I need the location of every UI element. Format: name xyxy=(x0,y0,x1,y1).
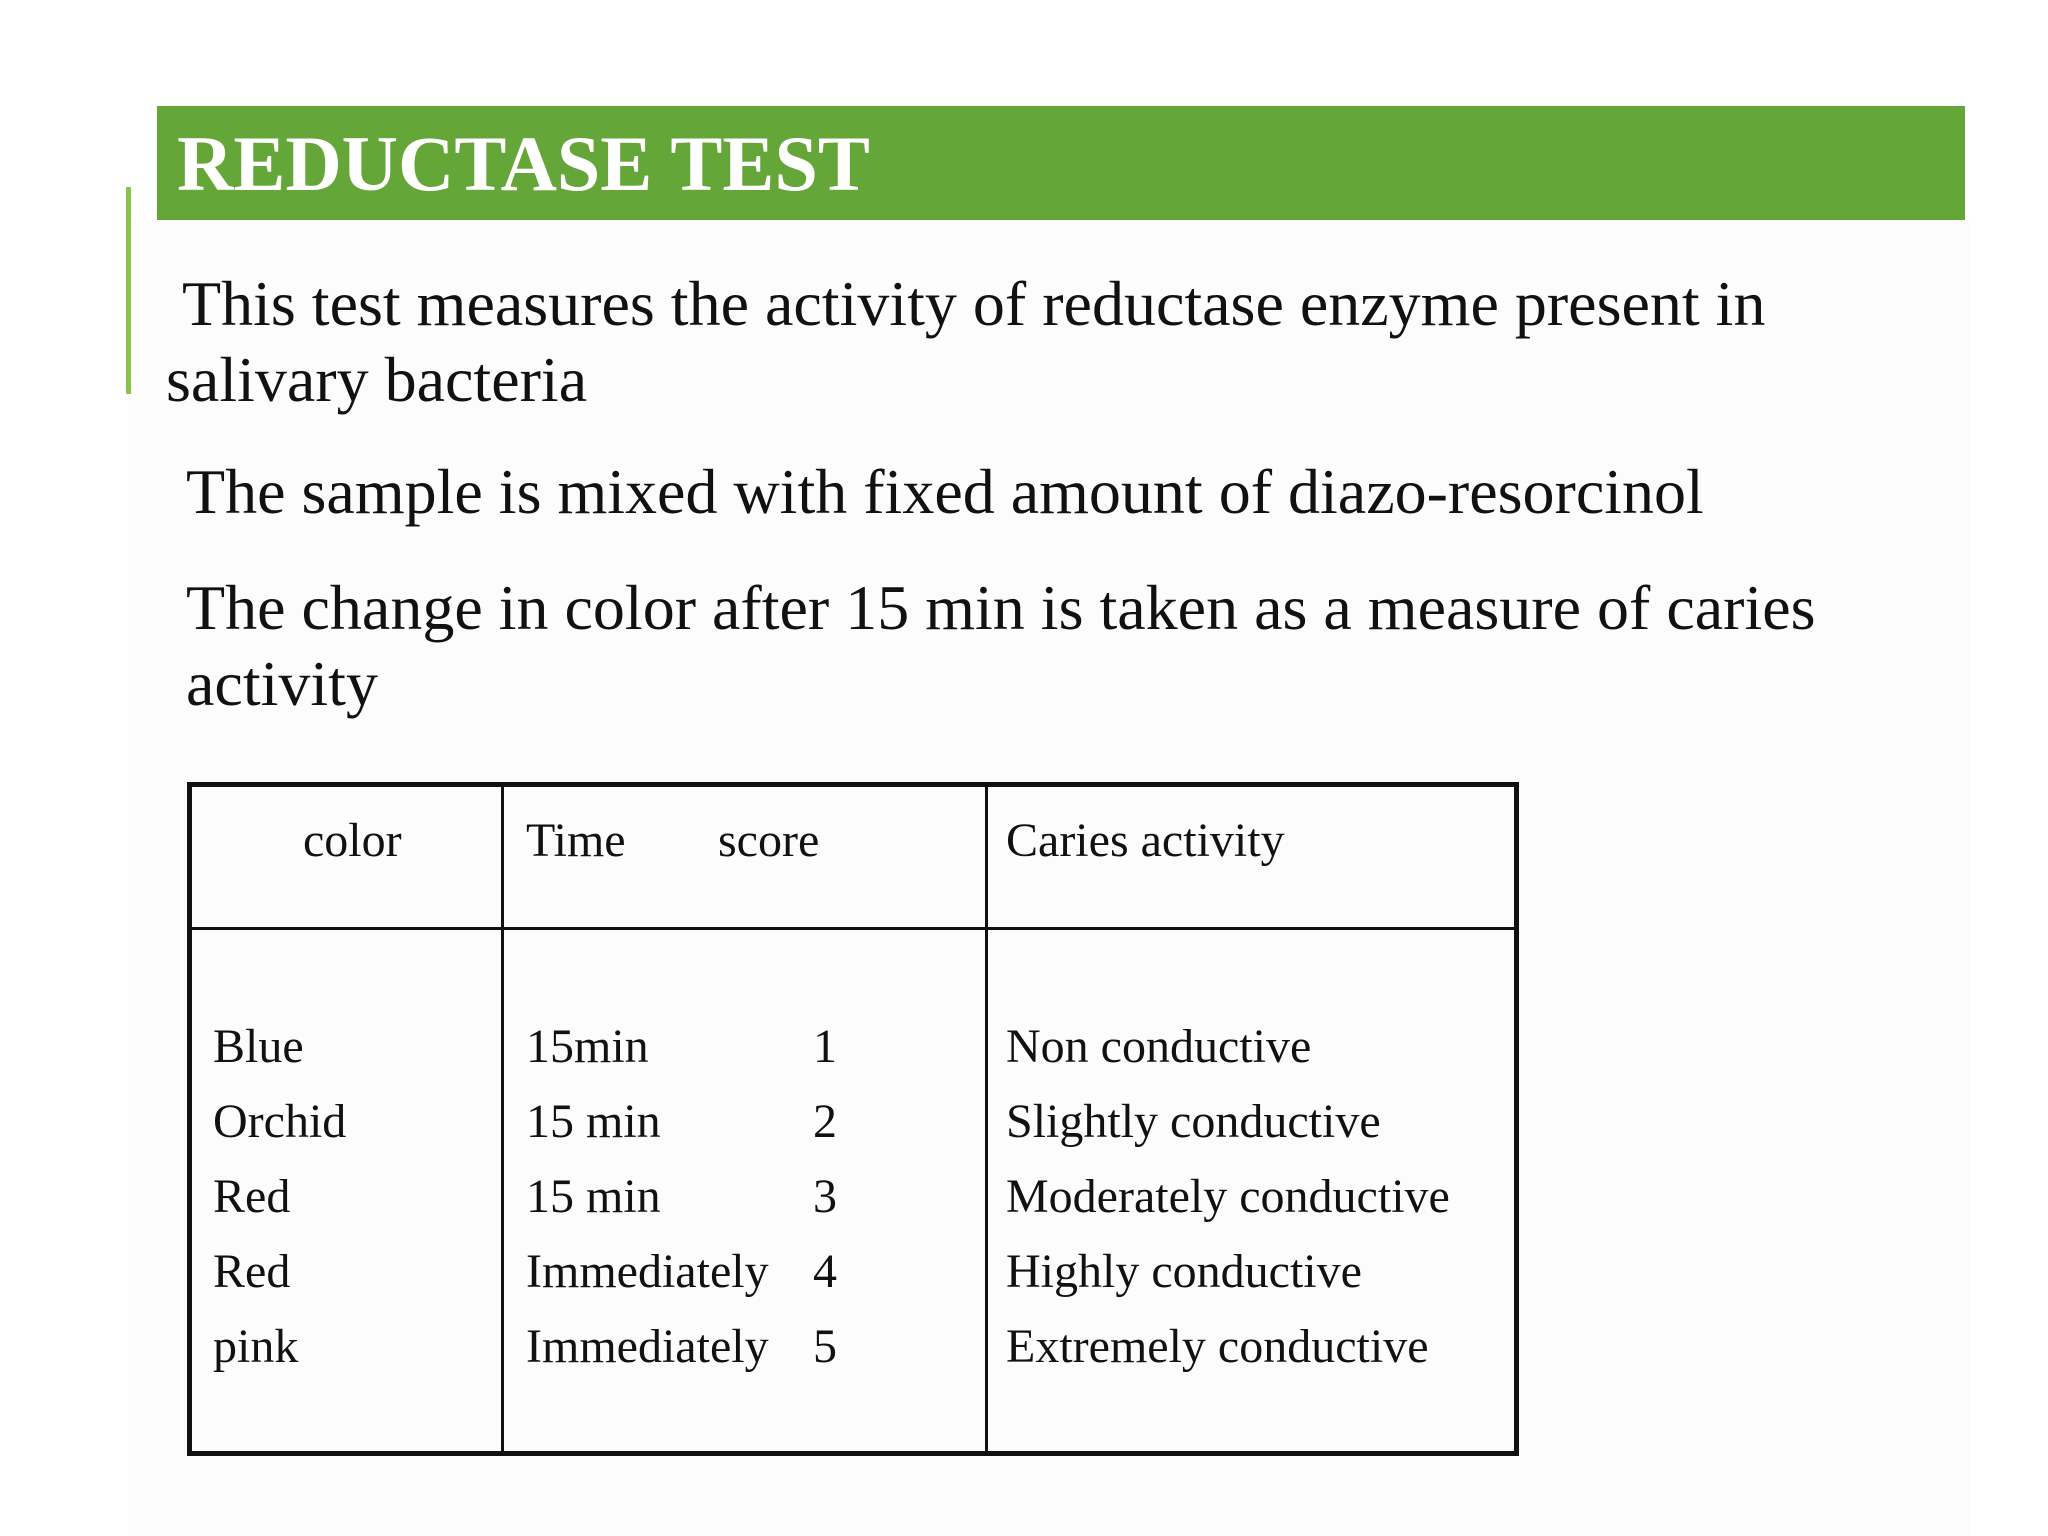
table-cell-color: pink xyxy=(213,1320,299,1373)
caries-activity-table xyxy=(187,782,1519,1456)
table-cell-caries: Slightly conductive xyxy=(1006,1095,1381,1148)
caries-column xyxy=(1006,1009,1450,1384)
score-column xyxy=(767,1009,837,1384)
paragraph-reductase-activity: This test measures the activity of reductase enzyme present in salivary bacteria xyxy=(166,268,1766,415)
table-cell-score: 4 xyxy=(813,1245,837,1298)
header-caries-activity: Caries activity xyxy=(1006,814,1285,867)
header-score: score xyxy=(718,814,820,867)
table-cell-time: Immediately xyxy=(526,1245,769,1298)
table-cell-caries: Extremely conductive xyxy=(1006,1320,1429,1373)
table-cell-color: Blue xyxy=(213,1020,304,1073)
table-cell-caries: Non conductive xyxy=(1006,1020,1312,1073)
table-column-divider xyxy=(985,787,988,1451)
paragraph-sample-mixing: The sample is mixed with fixed amount of diazo-resorcinol xyxy=(186,456,1704,527)
table-cell-caries: Highly conductive xyxy=(1006,1245,1362,1298)
table-column-divider xyxy=(501,787,504,1451)
header-color: color xyxy=(303,814,402,867)
color-column xyxy=(213,1009,346,1384)
paragraph-color-change: The change in color after 15 min is taken as a measure of caries activity xyxy=(186,572,1816,719)
header-time: Time xyxy=(526,814,626,867)
table-cell-score: 2 xyxy=(813,1095,837,1148)
table-cell-color: Orchid xyxy=(213,1095,347,1148)
table-cell-color: Red xyxy=(213,1170,291,1223)
table-cell-caries: Moderately conductive xyxy=(1006,1170,1450,1223)
table-cell-time: 15 min xyxy=(526,1170,661,1223)
table-cell-score: 1 xyxy=(813,1020,837,1073)
table-cell-time: 15 min xyxy=(526,1095,661,1148)
table-cell-time: Immediately xyxy=(526,1320,769,1373)
time-column xyxy=(526,1009,769,1384)
table-cell-score: 3 xyxy=(813,1170,837,1223)
table-cell-score: 5 xyxy=(813,1320,837,1373)
table-cell-color: Red xyxy=(213,1245,291,1298)
slide-title: REDUCTASE TEST xyxy=(177,120,870,207)
table-cell-time: 15min xyxy=(526,1020,649,1073)
accent-bar xyxy=(126,187,131,394)
table-header-divider xyxy=(192,927,1514,930)
